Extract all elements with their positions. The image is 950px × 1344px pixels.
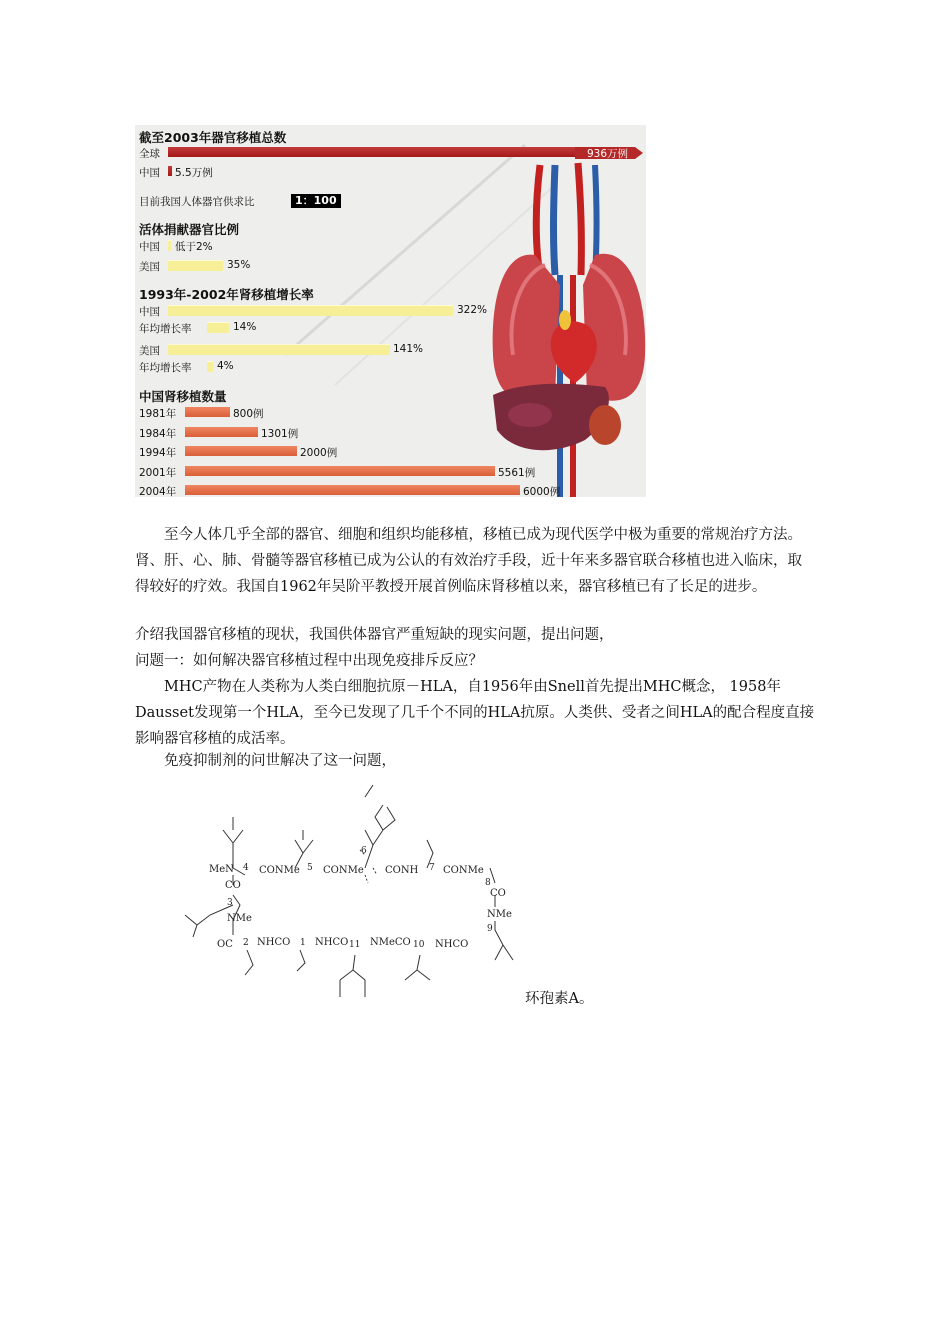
- atom-CO-a: CO: [225, 880, 241, 891]
- kidney-count-value: 6000例: [523, 486, 561, 497]
- atom-OC: OC: [217, 939, 233, 950]
- label-growth-china: 中国: [139, 306, 160, 318]
- label-growth-china-avg: 年均增长率: [139, 323, 192, 335]
- value-living-us: 35%: [227, 259, 251, 271]
- kidney-count-value: 1301例: [261, 427, 299, 440]
- bar-china-total: [168, 166, 172, 176]
- kidney-count-bar: [185, 407, 230, 417]
- cyclosporin-a-structure: [165, 775, 535, 1005]
- atom-CONH: CONH: [385, 865, 419, 876]
- bar-global: [168, 147, 578, 157]
- residue-6: 6: [361, 846, 367, 856]
- kidney-count-bar: [185, 446, 297, 456]
- organ-transplant-infographic: [135, 125, 646, 497]
- kidney-count-bar: [185, 427, 258, 437]
- paragraph-hla: MHC产物在人类称为人类白细胞抗原－HLA，自1956年由Snell首先提出MHC概念， 1958年Dausset发现第一个HLA，至今已发现了几千个不同的HLA抗原。人类供、受者之间HLA的配合程度直接影响器官移植的成活率。: [135, 679, 815, 747]
- kidney-year-label: 1981年: [139, 408, 177, 420]
- label-global: 全球: [139, 148, 160, 160]
- section-title-growth: 1993年-2002年肾移植增长率: [139, 287, 314, 302]
- kidney-year-label: 2001年: [139, 466, 177, 479]
- value-living-china: 低于2%: [175, 241, 213, 253]
- kidney-year-label: 2004年: [139, 486, 177, 497]
- residue-7: 7: [429, 863, 435, 873]
- atom-CO-b: CO: [490, 888, 506, 899]
- atom-NMeCO: NMeCO: [370, 937, 411, 948]
- value-growth-us: 141%: [393, 343, 424, 355]
- kidney-count-value: 800例: [233, 408, 264, 420]
- bar-growth-china-avg: [207, 322, 229, 333]
- kidney-year-label: 1994年: [139, 447, 177, 459]
- label-growth-us-avg: 年均增长率: [139, 362, 192, 374]
- section-title-living: 活体捐献器官比例: [139, 222, 240, 237]
- residue-9: 9: [487, 924, 493, 934]
- paragraph-intro: 至今人体几乎全部的器官、细胞和组织均能移植，移植已成为现代医学中极为重要的常规治疗方法。肾、肝、心、肺、骨髓等器官移植已成为公认的有效治疗手段，近十年来多器官联合移植也进入临床，取得较好的疗效。我国自1962年吴阶平教授开展首例临床肾移植以来，器官移植已有了长足的进步。: [135, 527, 802, 595]
- residue-10: 10: [413, 940, 425, 950]
- residue-2: 2: [243, 938, 249, 948]
- value-growth-china-avg: 14%: [233, 321, 257, 333]
- molecule-caption: 环孢素A。: [525, 991, 594, 1007]
- bar-growth-us-avg: [207, 361, 213, 372]
- residue-3: 3: [227, 898, 233, 908]
- atom-NMe-b: NMe: [487, 909, 512, 920]
- residue-11: 11: [349, 940, 361, 950]
- ratio-badge: 1：100: [291, 194, 341, 208]
- value-growth-china: 322%: [457, 304, 488, 316]
- bar-growth-china: [168, 305, 453, 316]
- bar-living-us: [168, 260, 223, 271]
- atom-CONMe-a: CONMe: [259, 865, 300, 876]
- atom-NHCO-c: NHCO: [435, 939, 469, 950]
- atom-NHCO-a: NHCO: [257, 937, 291, 948]
- kidney-year-label: 1984年: [139, 427, 177, 440]
- paragraph-immunosuppressant: 免疫抑制剂的问世解决了这一问题，: [164, 753, 396, 769]
- paragraph-question-one: 问题一：如何解决器官移植过程中出现免疫排斥反应？: [135, 653, 483, 669]
- section-title-kidney: 中国肾移植数量: [139, 389, 227, 404]
- label-china-total: 中国: [139, 167, 160, 179]
- residue-4: 4: [243, 863, 249, 873]
- kidney-count-bar: [185, 466, 495, 476]
- paragraph-status: 介绍我国器官移植的现状，我国供体器官严重短缺的现实问题，提出问题，: [135, 627, 614, 643]
- residue-1: 1: [300, 938, 306, 948]
- atom-CONMe-c: CONMe: [443, 865, 484, 876]
- bar-growth-us: [168, 344, 390, 355]
- atom-NHCO-b: NHCO: [315, 937, 349, 948]
- residue-8: 8: [485, 878, 491, 888]
- atom-CONMe-b: CONMe: [323, 865, 364, 876]
- value-growth-us-avg: 4%: [217, 360, 234, 372]
- label-growth-us: 美国: [139, 345, 160, 357]
- value-china-total: 5.5万例: [175, 167, 213, 179]
- kidney-count-bar: [185, 485, 520, 495]
- atom-MeN: MeN: [209, 864, 234, 875]
- residue-5: 5: [307, 863, 313, 873]
- atom-NMe-a: NMe: [227, 913, 252, 924]
- label-living-us: 美国: [139, 261, 160, 273]
- value-global: 936万例: [587, 148, 629, 160]
- label-ratio: 目前我国人体器官供求比: [139, 196, 255, 208]
- kidney-count-value: 5561例: [498, 466, 536, 479]
- section-title-total: 截至2003年器官移植总数: [139, 130, 287, 145]
- bar-living-china: [168, 240, 171, 251]
- label-living-china: 中国: [139, 241, 160, 253]
- kidney-count-value: 2000例: [300, 447, 338, 459]
